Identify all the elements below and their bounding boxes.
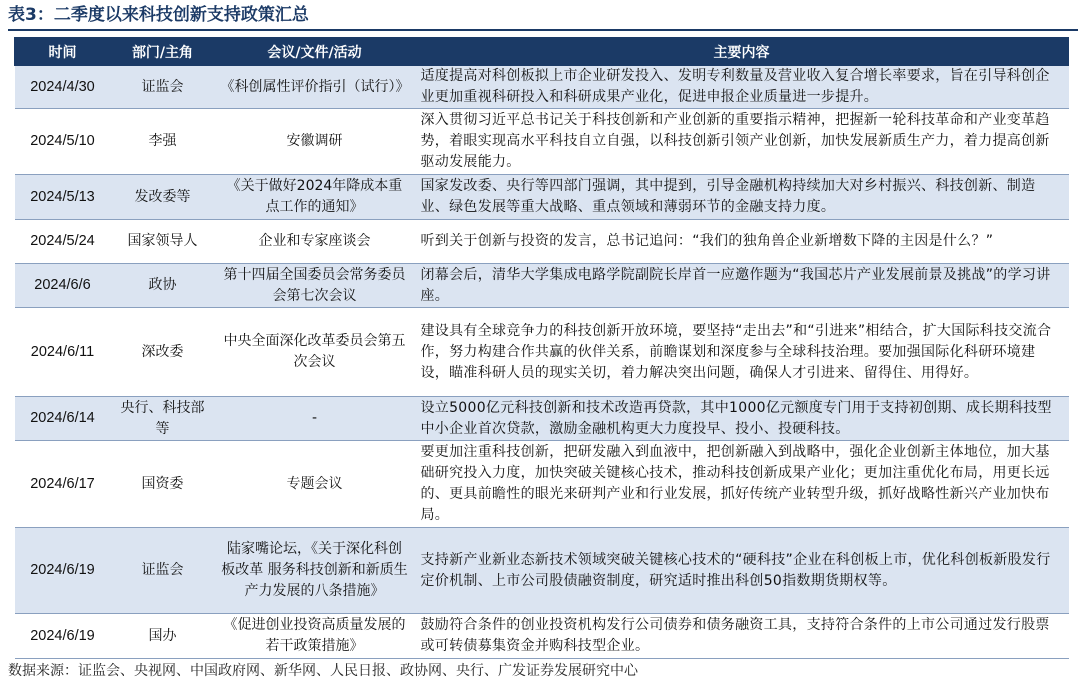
cell-department: 深改委 (111, 308, 215, 397)
header-time: 时间 (15, 38, 111, 66)
table-row (15, 528, 1069, 614)
data-source-note: 数据来源：证监会、央视网、中国政府网、新华网、人民日报、政协网、央行、广发证券发展研究中心 (8, 663, 638, 679)
header-meeting: 会议/文件/活动 (215, 38, 415, 66)
cell-content: 建设具有全球竞争力的科技创新开放环境，要坚持“走出去”和“引进来”相结合，扩大国际科技交流合作，努力构建合作共赢的伙伴关系，前瞻谋划和深度参与全球科技治理。要加强国际化科研环境建设，瞄准科研人员的现实关切，着力解决突出问题，确保人才引进来、留得住、用得好。 (415, 308, 1069, 397)
cell-time: 2024/6/17 (15, 441, 111, 528)
cell-department: 发改委等 (111, 175, 215, 220)
table-row (15, 175, 1069, 220)
header-department: 部门/主角 (111, 38, 215, 66)
cell-time: 2024/6/11 (15, 308, 111, 397)
table-row (15, 308, 1069, 397)
cell-meeting: 中央全面深化改革委员会第五次会议 (215, 308, 415, 397)
cell-department: 李强 (111, 109, 215, 175)
policy-table (14, 37, 1069, 659)
cell-content: 国家发改委、央行等四部门强调，其中提到，引导金融机构持续加大对乡村振兴、科技创新、制造业、绿色发展等重大战略、重点领域和薄弱环节的金融支持力度。 (415, 175, 1069, 220)
cell-department: 政协 (111, 264, 215, 308)
cell-meeting: 陆家嘴论坛，《关于深化科创板改革 服务科技创新和新质生产力发展的八条措施》 (215, 528, 415, 614)
cell-meeting: 第十四届全国委员会常务委员会第七次会议 (215, 264, 415, 308)
table-row (15, 614, 1069, 659)
table-row (15, 220, 1069, 264)
cell-meeting: 专题会议 (215, 441, 415, 528)
cell-department: 国资委 (111, 441, 215, 528)
header-content: 主要内容 (415, 38, 1069, 66)
table-row (15, 397, 1069, 441)
cell-meeting: 《科创属性评价指引（试行）》 (215, 66, 415, 109)
cell-time: 2024/4/30 (15, 66, 111, 109)
cell-content: 要更加注重科技创新，把研发融入到血液中，把创新融入到战略中，强化企业创新主体地位，加大基础研究投入力度，加快突破关键核心技术，推动科技创新成果产业化；更加注重优化布局，用更长远的、更具前瞻性的眼光来研判产业和行业发展，抓好传统产业转型升级，抓好战略性新兴产业加快布局。 (415, 441, 1069, 528)
cell-content: 闭幕会后，清华大学集成电路学院副院长岸首一应邀作题为“我国芯片产业发展前景及挑战”的学习讲座。 (415, 264, 1069, 308)
cell-content: 听到关于创新与投资的发言，总书记追问：“我们的独角兽企业新增数下降的主因是什么？” (415, 220, 1069, 264)
cell-content: 适度提高对科创板拟上市企业研发投入、发明专利数量及营业收入复合增长率要求，旨在引导科创企业更加重视科研投入和科研成果产业化，促进申报企业质量进一步提升。 (415, 66, 1069, 109)
table-header-row (15, 38, 1069, 66)
cell-time: 2024/5/10 (15, 109, 111, 175)
cell-meeting: 《关于做好2024年降成本重点工作的通知》 (215, 175, 415, 220)
cell-meeting: 《促进创业投资高质量发展的若干政策措施》 (215, 614, 415, 659)
cell-content: 鼓励符合条件的创业投资机构发行公司债券和债务融资工具，支持符合条件的上市公司通过发行股票或可转债募集资金并购科技型企业。 (415, 614, 1069, 659)
cell-content: 支持新产业新业态新技术领域突破关键核心技术的“硬科技”企业在科创板上市，优化科创板新股发行定价机制、上市公司股债融资制度，研究适时推出科创50指数期货期权等。 (415, 528, 1069, 614)
cell-content: 深入贯彻习近平总书记关于科技创新和产业创新的重要指示精神，把握新一轮科技革命和产业变革趋势，着眼实现高水平科技自立自强，以科技创新引领产业创新，加快发展新质生产力，着力提高创新驱动发展能力。 (415, 109, 1069, 175)
table-row (15, 109, 1069, 175)
cell-time: 2024/6/14 (15, 397, 111, 441)
cell-department: 国办 (111, 614, 215, 659)
cell-department: 证监会 (111, 528, 215, 614)
cell-time: 2024/6/6 (15, 264, 111, 308)
cell-department: 国家领导人 (111, 220, 215, 264)
title-underline (8, 29, 1078, 31)
cell-department: 证监会 (111, 66, 215, 109)
table-row (15, 441, 1069, 528)
table-title: 表3：二季度以来科技创新支持政策汇总 (8, 5, 309, 25)
cell-time: 2024/6/19 (15, 614, 111, 659)
cell-department: 央行、科技部等 (111, 397, 215, 441)
cell-time: 2024/6/19 (15, 528, 111, 614)
table-row (15, 66, 1069, 109)
cell-time: 2024/5/24 (15, 220, 111, 264)
table-row (15, 264, 1069, 308)
cell-time: 2024/5/13 (15, 175, 111, 220)
cell-meeting: 安徽调研 (215, 109, 415, 175)
cell-content: 设立5000亿元科技创新和技术改造再贷款，其中1000亿元额度专门用于支持初创期、成长期科技型中小企业首次贷款，激励金融机构更大力度投早、投小、投硬科技。 (415, 397, 1069, 441)
cell-meeting: 企业和专家座谈会 (215, 220, 415, 264)
cell-meeting: - (215, 397, 415, 441)
